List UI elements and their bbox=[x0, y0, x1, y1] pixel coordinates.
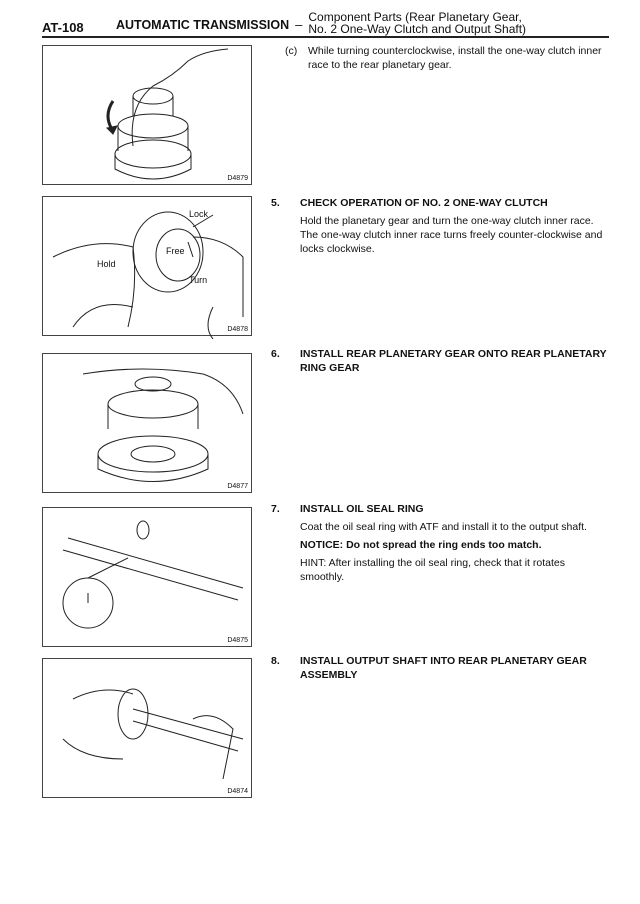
step-body: Hold the planetary gear and turn the one-way clutch inner race. The one-way clutch inner race turns freely counter-clockwise and locks clockwise. bbox=[300, 215, 603, 255]
step-7 bbox=[271, 502, 611, 584]
illustration-shaft-into-gear bbox=[43, 659, 253, 799]
illustration-output-shaft-seal bbox=[43, 508, 253, 648]
figure-check-one-way-clutch bbox=[42, 196, 252, 336]
substep-text: While turning counterclockwise, install the one-way clutch inner race to the rear planetary gear. bbox=[308, 45, 602, 71]
step-body: Coat the oil seal ring with ATF and install it to the output shaft. bbox=[300, 521, 587, 533]
section-title: AUTOMATIC TRANSMISSION bbox=[116, 18, 290, 32]
figure-oil-seal-ring bbox=[42, 507, 252, 647]
substep-label: (c) bbox=[285, 45, 298, 57]
subtitle-line-1: Component Parts (Rear Planetary Gear, bbox=[308, 10, 522, 24]
step-number: 8. bbox=[271, 655, 280, 667]
page-header bbox=[42, 3, 609, 35]
step-number: 5. bbox=[271, 197, 280, 209]
step-notice: NOTICE: Do not spread the ring ends too match. bbox=[300, 539, 542, 551]
figure-code: D4878 bbox=[227, 326, 248, 333]
label-lock: Lock bbox=[189, 209, 209, 219]
step-heading: INSTALL REAR PLANETARY GEAR ONTO REAR PLANETARY RING GEAR bbox=[300, 348, 607, 374]
step-heading: INSTALL OUTPUT SHAFT INTO REAR PLANETARY GEAR ASSEMBLY bbox=[300, 655, 587, 681]
section-subtitle bbox=[308, 11, 526, 35]
illustration-clutch-check bbox=[43, 197, 253, 339]
figure-install-inner-race bbox=[42, 45, 252, 185]
step-number: 7. bbox=[271, 503, 280, 515]
illustration-planetary-gear-rotate bbox=[43, 46, 253, 186]
figure-code: D4875 bbox=[227, 637, 248, 644]
subtitle-line-2: No. 2 One-Way Clutch and Output Shaft) bbox=[308, 22, 527, 36]
header-dash: – bbox=[295, 17, 303, 32]
substep-c bbox=[285, 44, 615, 72]
step-heading: CHECK OPERATION OF NO. 2 ONE-WAY CLUTCH bbox=[300, 197, 548, 209]
page-number: AT-108 bbox=[42, 20, 84, 35]
step-number: 6. bbox=[271, 348, 280, 360]
figure-code: D4874 bbox=[227, 788, 248, 795]
step-5 bbox=[271, 196, 611, 256]
figure-install-output-shaft bbox=[42, 658, 252, 798]
figure-code: D4877 bbox=[227, 483, 248, 490]
step-hint: HINT: After installing the oil seal ring, check that it rotates smoothly. bbox=[300, 557, 565, 583]
illustration-planetary-on-ring-gear bbox=[43, 354, 253, 494]
header-rule bbox=[42, 36, 609, 38]
step-6 bbox=[271, 347, 611, 375]
label-turn: Turn bbox=[189, 275, 208, 285]
step-8 bbox=[271, 654, 611, 682]
label-free: Free bbox=[166, 246, 185, 256]
figure-code: D4879 bbox=[227, 175, 248, 182]
label-hold: Hold bbox=[97, 259, 116, 269]
figure-install-planetary-gear bbox=[42, 353, 252, 493]
step-heading: INSTALL OIL SEAL RING bbox=[300, 503, 424, 515]
